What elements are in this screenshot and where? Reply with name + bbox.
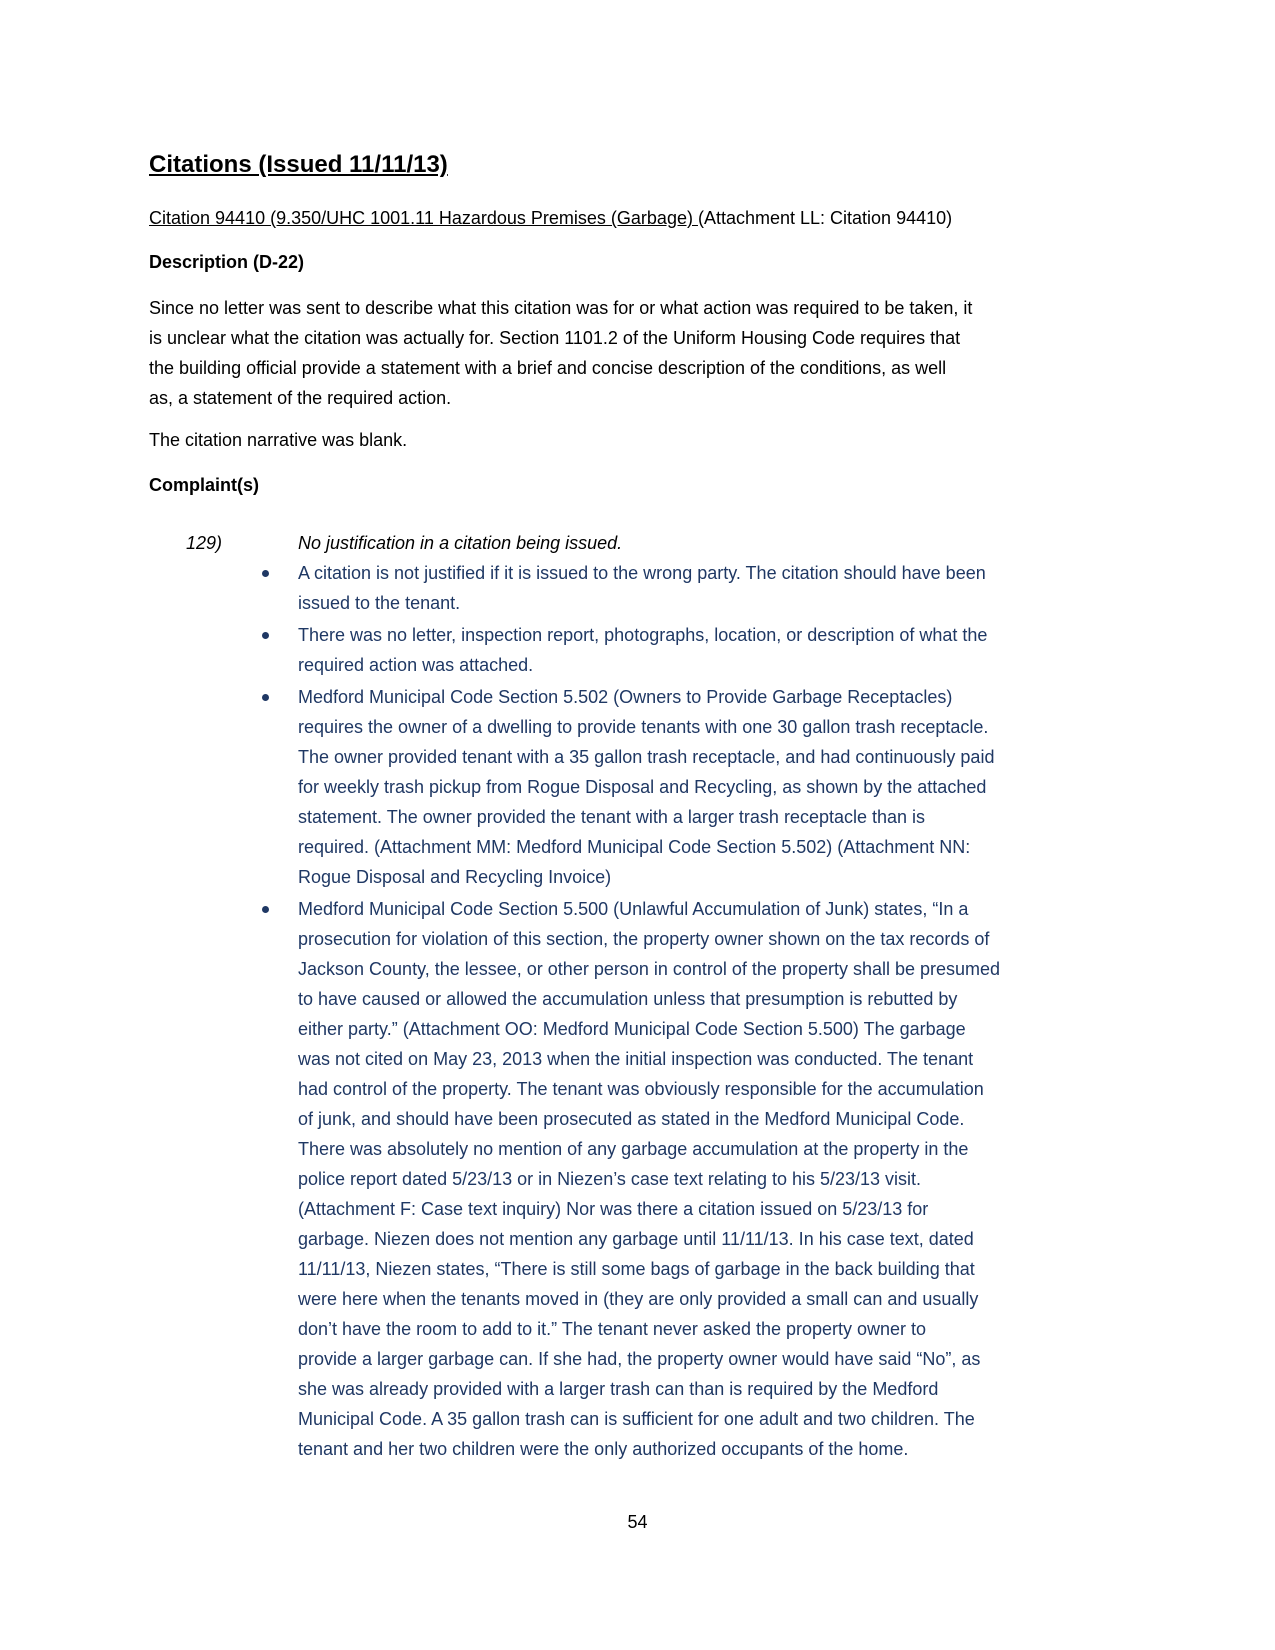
list-item-line: Medford Municipal Code Section 5.502 (Owners to Provide Garbage Receptacles)	[298, 687, 953, 707]
list-item-line: were here when the tenants moved in (they are only provided a small can and usually	[298, 1289, 979, 1309]
list-item-line: provide a larger garbage can. If she had, the property owner would have said “No”, as	[298, 1349, 981, 1369]
list-item-line: tenant and her two children were the only authorized occupants of the home.	[298, 1439, 909, 1459]
list-item-line: Municipal Code. A 35 gallon trash can is sufficient for one adult and two children. The	[298, 1409, 975, 1429]
section-heading: Citations (Issued 11/11/13)	[149, 151, 448, 178]
description-paragraph	[149, 293, 1129, 413]
list-item-line: of junk, and should have been prosecuted as stated in the Medford Municipal Code.	[298, 1109, 965, 1129]
bullet-icon	[262, 906, 269, 913]
complaint-response-list	[0, 558, 1275, 1464]
list-item-line: There was no letter, inspection report, photographs, location, or description of what the	[298, 625, 988, 645]
complaints-heading: Complaint(s)	[149, 475, 259, 495]
complaint-number: 129)	[186, 533, 223, 553]
list-item	[0, 894, 1275, 1464]
list-item-line: issued to the tenant.	[298, 593, 461, 613]
list-item-line: requires the owner of a dwelling to provide tenants with one 30 gallon trash receptacle.	[298, 717, 989, 737]
description-line: is unclear what the citation was actually for. Section 1101.2 of the Uniform Housing Code requires that	[149, 328, 961, 348]
description-line: Since no letter was sent to describe what this citation was for or what action was required to be taken, it	[149, 298, 973, 318]
list-item	[0, 682, 1275, 892]
citation-attachment: (Attachment LL: Citation 94410)	[697, 208, 953, 228]
list-item-line: There was absolutely no mention of any garbage accumulation at the property in the	[298, 1139, 969, 1159]
list-item-line: had control of the property. The tenant was obviously responsible for the accumulation	[298, 1079, 984, 1099]
list-item-line: she was already provided with a larger trash can than is required by the Medford	[298, 1379, 939, 1399]
description-line: as, a statement of the required action.	[149, 388, 452, 408]
description-line: the building official provide a statement with a brief and concise description of the conditions, as well	[149, 358, 947, 378]
list-item-line: police report dated 5/23/13 or in Niezen’s case text relating to his 5/23/13 visit.	[298, 1169, 922, 1189]
list-item-line: Rogue Disposal and Recycling Invoice)	[298, 867, 612, 887]
list-item-line: A citation is not justified if it is issued to the wrong party. The citation should have been	[298, 563, 986, 583]
bullet-icon	[262, 632, 269, 639]
list-item-line: required. (Attachment MM: Medford Municipal Code Section 5.502) (Attachment NN:	[298, 837, 971, 857]
description-heading: Description (D-22)	[149, 252, 305, 272]
narrative-text: The citation narrative was blank.	[149, 430, 408, 450]
list-item-line: required action was attached.	[298, 655, 534, 675]
list-item-line: was not cited on May 23, 2013 when the initial inspection was conducted. The tenant	[298, 1049, 974, 1069]
list-item-line: The owner provided tenant with a 35 gallon trash receptacle, and had continuously paid	[298, 747, 995, 767]
list-item	[0, 558, 1275, 618]
list-item	[0, 620, 1275, 680]
list-item-line: Jackson County, the lessee, or other person in control of the property shall be presumed	[298, 959, 1001, 979]
list-item-line: 11/11/13, Niezen states, “There is still some bags of garbage in the back building that	[298, 1259, 975, 1279]
list-item-line: Medford Municipal Code Section 5.500 (Unlawful Accumulation of Junk) states, “In a	[298, 899, 969, 919]
complaint-text: No justification in a citation being issued.	[298, 533, 623, 553]
list-item-line: statement. The owner provided the tenant with a larger trash receptacle than is	[298, 807, 926, 827]
list-item-line: for weekly trash pickup from Rogue Disposal and Recycling, as shown by the attached	[298, 777, 987, 797]
list-item-line: don’t have the room to add to it.” The tenant never asked the property owner to	[298, 1319, 927, 1339]
list-item-line: prosecution for violation of this section, the property owner shown on the tax records of	[298, 929, 990, 949]
narrative-paragraph	[149, 425, 1129, 455]
citation-title: Citation 94410 (9.350/UHC 1001.11 Hazardous Premises (Garbage)	[149, 208, 698, 228]
list-item-line: either party.” (Attachment OO: Medford Municipal Code Section 5.500) The garbage	[298, 1019, 966, 1039]
page-number: 54	[627, 1512, 648, 1532]
list-item-line: garbage. Niezen does not mention any garbage until 11/11/13. In his case text, dated	[298, 1229, 974, 1249]
list-item-line: to have caused or allowed the accumulation unless that presumption is rebutted by	[298, 989, 958, 1009]
list-item-line: (Attachment F: Case text inquiry) Nor was there a citation issued on 5/23/13 for	[298, 1199, 929, 1219]
bullet-icon	[262, 694, 269, 701]
bullet-icon	[262, 570, 269, 577]
citation-line	[149, 206, 952, 230]
